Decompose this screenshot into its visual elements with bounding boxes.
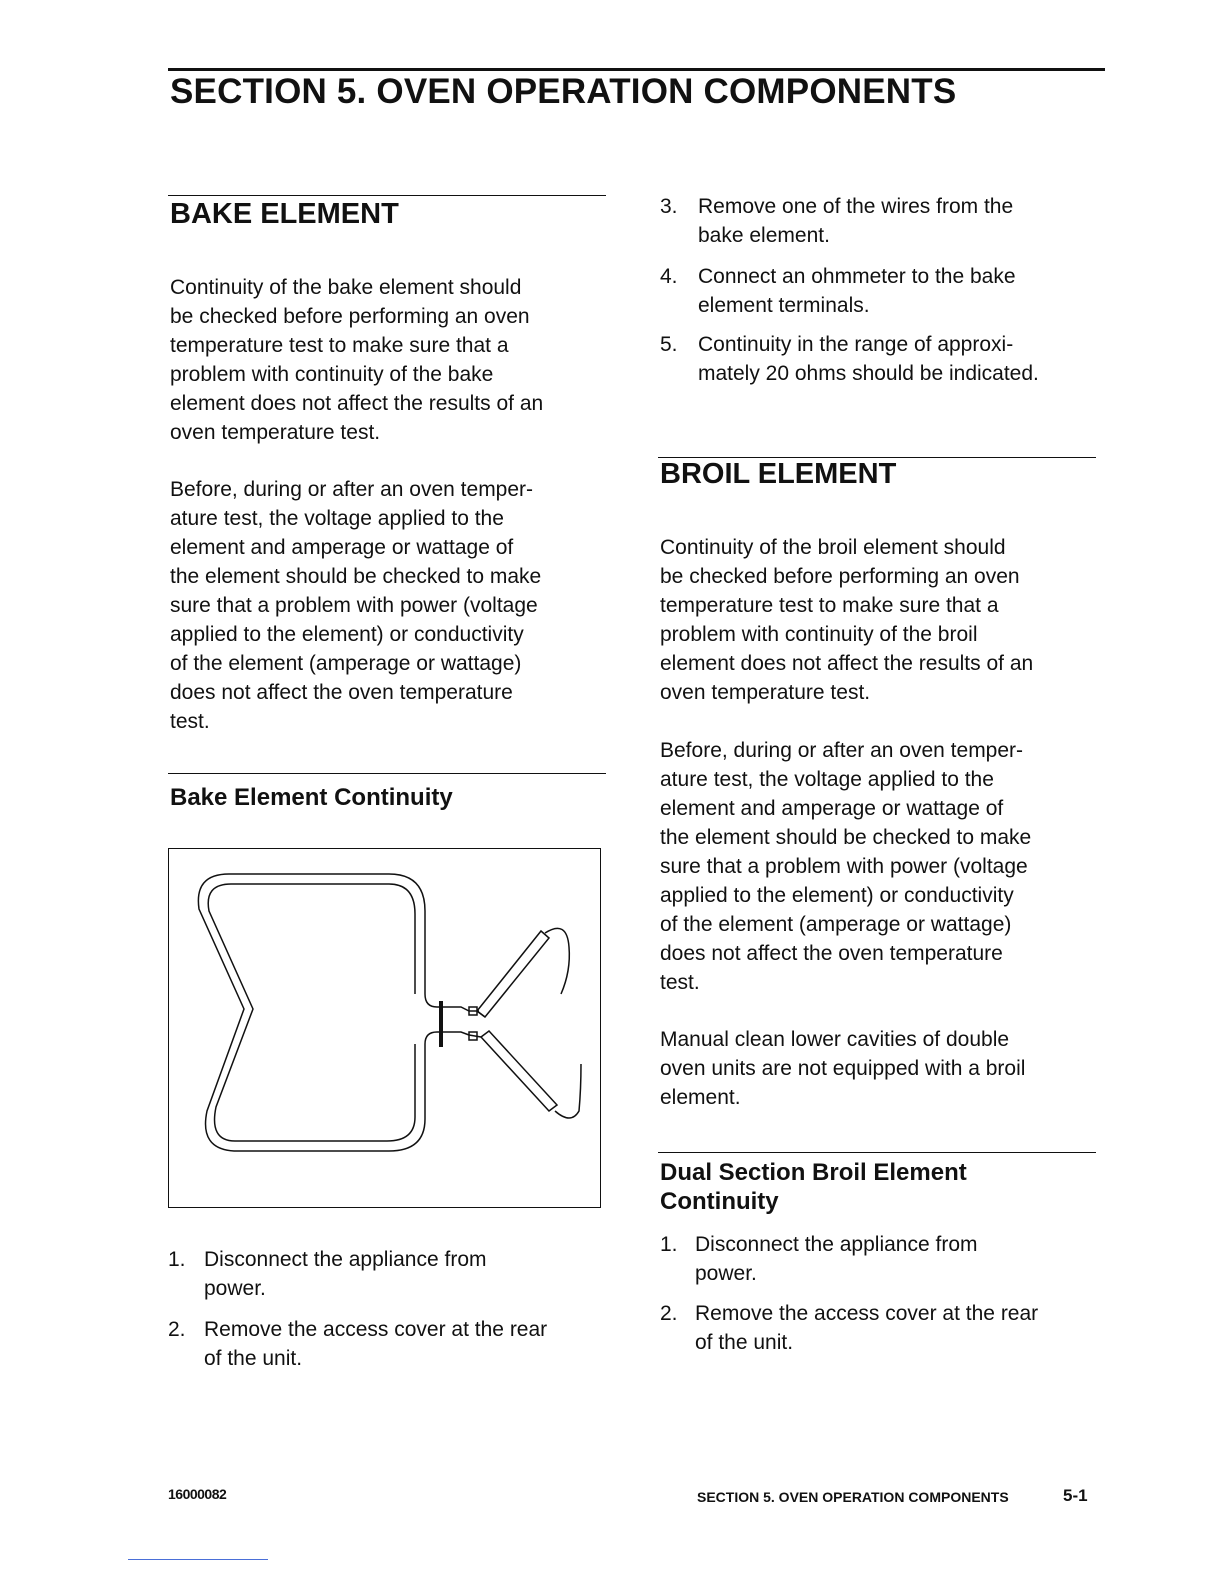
subheading-rule [168,773,606,774]
footer-section-title: SECTION 5. OVEN OPERATION COMPONENTS [697,1489,1009,1505]
text-line: Disconnect the appliance from [695,1233,978,1256]
text-line: Continuity in the range of approxi- [698,333,1014,356]
bake-element-figure [168,848,601,1208]
element-upper-terminal [425,994,479,1011]
step-number: 3. [660,195,678,218]
step-text [204,1315,547,1373]
text-line: element. [660,1086,741,1109]
text-line: element terminals. [698,294,870,317]
text-line: Continuity of the broil element should [660,536,1006,559]
text-line: of the unit. [204,1347,303,1370]
step-text [695,1230,978,1288]
page-number: 5-1 [1063,1486,1088,1505]
step-number: 5. [660,333,678,356]
text-line: Disconnect the appliance from [204,1248,487,1271]
bottom-divider [128,1559,268,1560]
subheading-line: Dual Section Broil Element [660,1159,967,1186]
text-line: be checked before performing an oven [170,305,530,328]
broil-element-heading: BROIL ELEMENT [660,458,897,490]
text-line: Remove one of the wires from the [698,195,1014,218]
element-outer-loop [198,874,425,1151]
text-line: element and amperage or wattage of [170,536,514,559]
subheading-rule [658,1152,1096,1153]
text-line: Remove the access cover at the rear [204,1318,548,1341]
text-line: oven temperature test. [170,421,381,444]
broil-intro-paragraph [660,533,1100,707]
text-line: Before, during or after an oven temper- [170,478,534,501]
text-line: applied to the element) or conductivity [170,623,524,646]
step-text [698,192,1013,250]
dual-broil-continuity-subheading [660,1158,967,1216]
element-inner-loop [208,884,415,1141]
text-line: does not affect the oven temperature [660,942,1003,965]
text-line: the element should be checked to make [660,826,1032,849]
text-line: ature test, the voltage applied to the [170,507,504,530]
text-line: test. [170,710,210,733]
text-line: temperature test to make sure that a [660,594,999,617]
text-line: be checked before performing an oven [660,565,1020,588]
step-number: 4. [660,265,678,288]
text-line: oven units are not equipped with a broil [660,1057,1026,1080]
text-line: the element should be checked to make [170,565,542,588]
bake-intro-paragraph [170,273,610,447]
text-line: problem with continuity of the bake [170,363,494,386]
text-line: oven temperature test. [660,681,871,704]
broil-voltage-paragraph [660,736,1100,997]
text-line: of the unit. [695,1331,794,1354]
page-title: SECTION 5. OVEN OPERATION COMPONENTS [170,72,957,111]
text-line: temperature test to make sure that a [170,334,509,357]
text-line: element does not affect the results of an [660,652,1034,675]
text-line: bake element. [698,224,830,247]
subheading-line: Continuity [660,1188,779,1215]
text-line: mately 20 ohms should be indicated. [698,362,1039,385]
broil-note-paragraph [660,1025,1100,1112]
step-number: 1. [168,1248,186,1271]
probe-lower-wire [555,1064,581,1118]
text-line: sure that a problem with power (voltage [170,594,538,617]
probe-lower-body [481,1031,557,1111]
text-line: Before, during or after an oven temper- [660,739,1024,762]
step-number: 2. [660,1302,678,1325]
step-text [698,262,1016,320]
bake-continuity-subheading: Bake Element Continuity [170,784,453,811]
text-line: does not affect the oven temperature [170,681,513,704]
element-lower-terminal [425,1032,481,1044]
bake-voltage-paragraph [170,475,610,736]
probe-upper-body [477,931,549,1017]
text-line: power. [204,1277,266,1300]
step-text [695,1299,1038,1357]
probe-upper-tip [477,1011,485,1017]
step-number: 1. [660,1233,678,1256]
text-line: applied to the element) or conductivity [660,884,1014,907]
document-number: 16000082 [168,1486,227,1502]
text-line: sure that a problem with power (voltage [660,855,1028,878]
text-line: Continuity of the bake element should [170,276,522,299]
text-line: Manual clean lower cavities of double [660,1028,1010,1051]
text-line: power. [695,1262,757,1285]
step-text [698,330,1039,388]
mounting-bracket [439,1001,443,1047]
step-text [204,1245,487,1303]
text-line: of the element (amperage or wattage) [660,913,1012,936]
bake-element-heading: BAKE ELEMENT [170,198,399,230]
text-line: element does not affect the results of an [170,392,544,415]
text-line: element and amperage or wattage of [660,797,1004,820]
text-line: of the element (amperage or wattage) [170,652,522,675]
text-line: problem with continuity of the broil [660,623,978,646]
text-line: test. [660,971,700,994]
bake-element-illustration [169,849,602,1209]
text-line: ature test, the voltage applied to the [660,768,994,791]
step-number: 2. [168,1318,186,1341]
text-line: Remove the access cover at the rear [695,1302,1039,1325]
text-line: Connect an ohmmeter to the bake [698,265,1016,288]
